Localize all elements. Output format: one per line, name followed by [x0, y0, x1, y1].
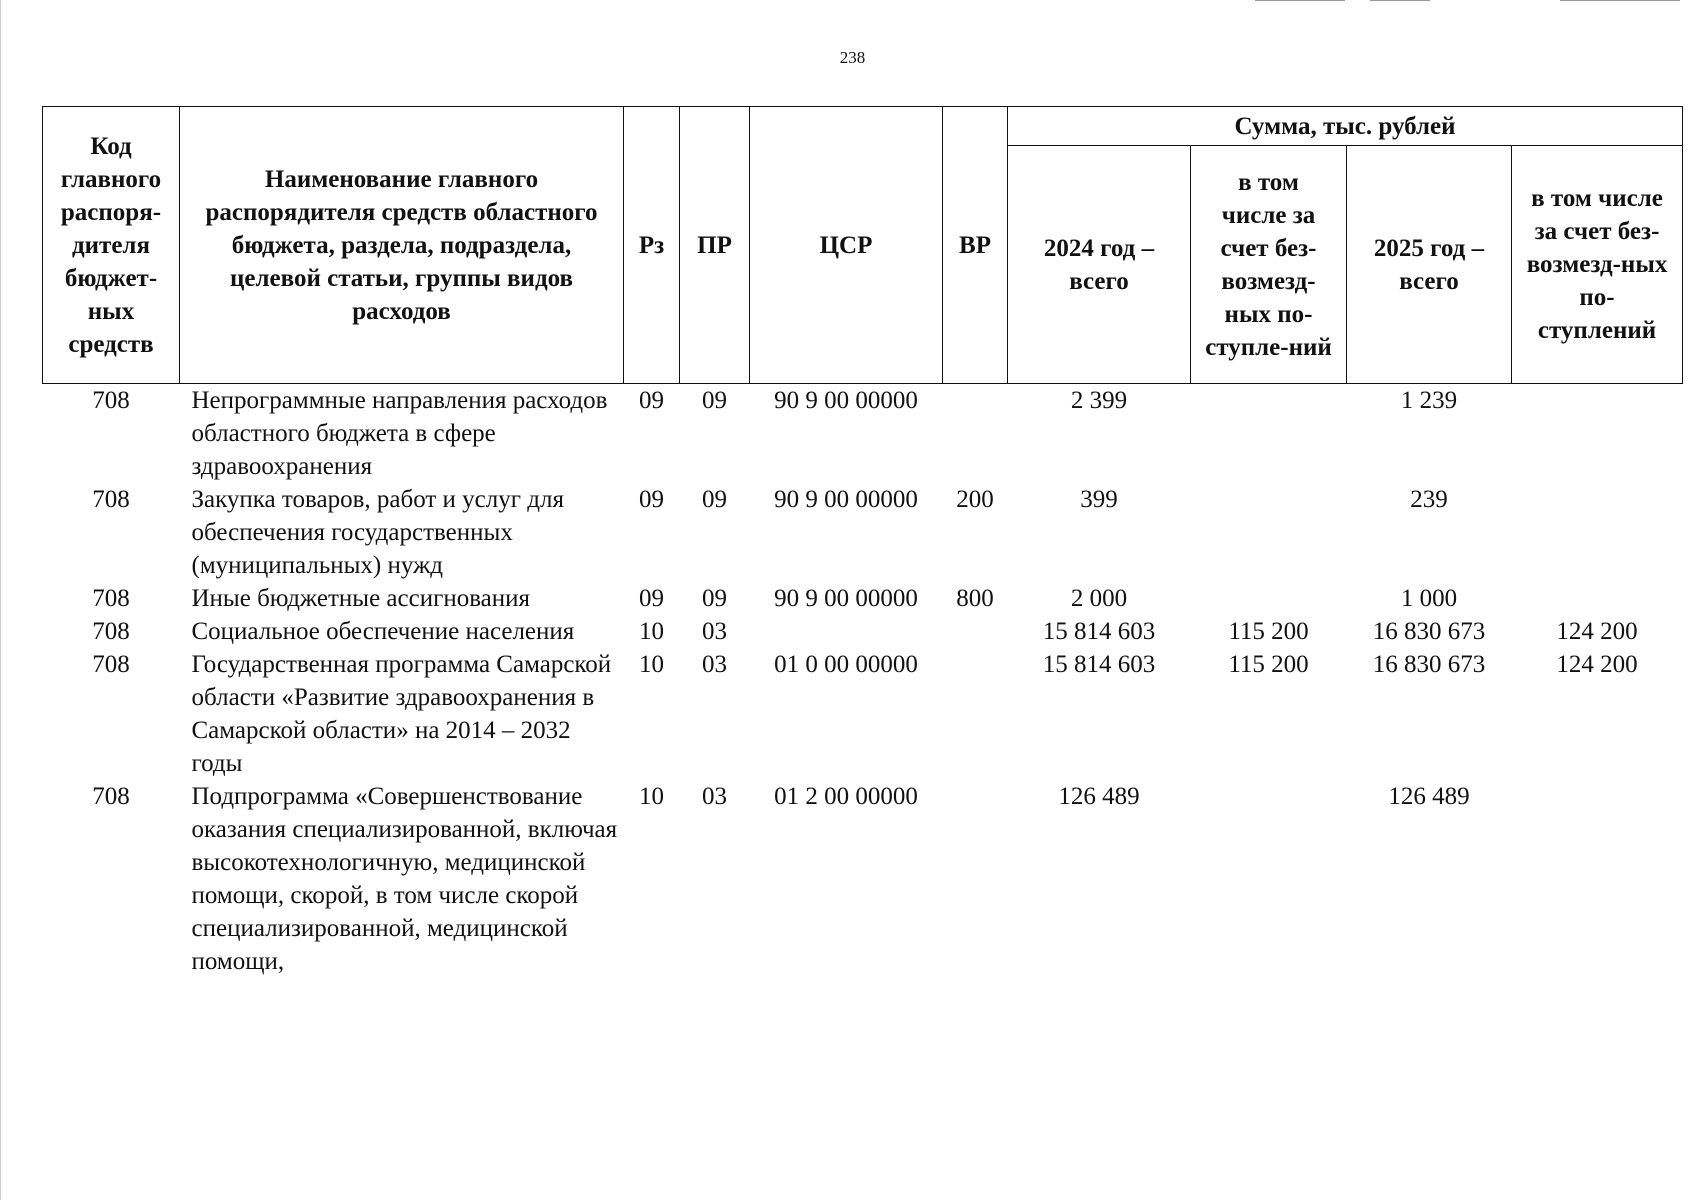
cell-name: Государственная программа Самарской области «Развитие здравоохранения в Самарской области» на 2014 – 2032 годы	[191, 651, 612, 777]
scan-top-mark	[1560, 0, 1680, 1]
cell-2024-free	[1191, 384, 1347, 484]
cell-2025-total: 16 830 673	[1372, 651, 1486, 678]
cell-2024-total: 399	[1080, 486, 1118, 513]
cell-2025-free	[1512, 483, 1683, 582]
cell-csr: 01 0 00 00000	[774, 651, 918, 678]
scan-top-mark	[1370, 0, 1430, 1]
cell-2024-free: 115 200	[1228, 651, 1309, 678]
cell-2024-total: 2 399	[1070, 387, 1128, 414]
header-2024-free: в том числе за счет без-возмезд-ных по-ступле-ний	[1191, 146, 1347, 384]
cell-2025-free: 124 200	[1556, 651, 1638, 678]
cell-2025-total: 1 000	[1400, 585, 1458, 612]
cell-rz: 10	[639, 783, 664, 810]
cell-rz: 09	[639, 387, 664, 414]
cell-name: Иные бюджетные ассигнования	[191, 585, 531, 612]
cell-vr	[943, 384, 1008, 484]
header-pr: ПР	[680, 107, 750, 384]
cell-2024-total: 2 000	[1070, 585, 1128, 612]
cell-2024-total: 15 814 603	[1042, 651, 1156, 678]
cell-name: Непрограммные направления расходов областного бюджета в сфере здравоохранения	[191, 387, 608, 480]
cell-csr: 01 2 00 00000	[774, 783, 918, 810]
cell-2024-free	[1191, 780, 1347, 978]
scan-left-edge	[0, 0, 1, 1200]
cell-2025-free	[1512, 582, 1683, 615]
cell-vr: 800	[956, 585, 994, 612]
cell-2025-free	[1512, 384, 1683, 484]
cell-csr: 90 9 00 00000	[774, 486, 918, 513]
cell-vr	[943, 615, 1008, 648]
table-row	[43, 615, 1683, 648]
cell-2024-total: 126 489	[1058, 783, 1140, 810]
cell-2025-total: 1 239	[1400, 387, 1458, 414]
cell-2025-total: 126 489	[1388, 783, 1470, 810]
cell-pr: 09	[702, 486, 727, 513]
cell-2024-free	[1191, 582, 1347, 615]
cell-vr	[943, 648, 1008, 780]
cell-pr: 03	[702, 651, 727, 678]
cell-pr: 09	[702, 387, 727, 414]
cell-2024-free: 115 200	[1228, 618, 1309, 645]
cell-code: 708	[92, 618, 130, 645]
cell-pr: 03	[702, 783, 727, 810]
page-number: 238	[839, 48, 866, 67]
header-sum-group: Сумма, тыс. рублей	[1008, 107, 1683, 146]
table-body	[43, 384, 1683, 979]
cell-rz: 10	[639, 618, 664, 645]
table-row	[43, 648, 1683, 780]
cell-vr: 200	[956, 486, 994, 513]
cell-code: 708	[92, 585, 130, 612]
table-row	[43, 483, 1683, 582]
cell-2025-total: 16 830 673	[1372, 618, 1486, 645]
cell-rz: 10	[639, 651, 664, 678]
cell-rz: 09	[639, 585, 664, 612]
cell-name: Социальное обеспечение населения	[191, 618, 575, 645]
cell-code: 708	[92, 651, 130, 678]
header-2025-total: 2025 год – всего	[1347, 146, 1512, 384]
header-name: Наименование главного распорядителя средств областного бюджета, раздела, подраздела, целевой статьи, группы видов расходов	[180, 107, 624, 384]
cell-2024-total: 15 814 603	[1042, 618, 1156, 645]
cell-rz: 09	[639, 486, 664, 513]
cell-name: Подпрограмма «Совершенствование оказания специализированной, включая высокотехнологичную, медицинской помощи, скорой, в том числе скорой специализированной, медицинской помощи,	[191, 783, 618, 975]
cell-pr: 09	[702, 585, 727, 612]
header-csr: ЦСР	[750, 107, 943, 384]
table-row	[43, 384, 1683, 484]
cell-2024-free	[1191, 483, 1347, 582]
header-2024-total: 2024 год – всего	[1008, 146, 1191, 384]
budget-table	[42, 106, 1683, 978]
cell-csr: 90 9 00 00000	[774, 585, 918, 612]
cell-2025-free	[1512, 780, 1683, 978]
cell-name: Закупка товаров, работ и услуг для обеспечения государственных (муниципальных) нужд	[191, 486, 564, 579]
table-row	[43, 780, 1683, 978]
cell-csr	[750, 615, 943, 648]
cell-code: 708	[92, 486, 130, 513]
cell-vr	[943, 780, 1008, 978]
scan-top-mark	[1255, 0, 1345, 1]
cell-code: 708	[92, 783, 130, 810]
table-row	[43, 582, 1683, 615]
table-header	[43, 107, 1683, 384]
header-vr: ВР	[943, 107, 1008, 384]
cell-code: 708	[92, 387, 130, 414]
header-rz: Рз	[624, 107, 680, 384]
header-2025-free: в том числе за счет без-возмезд-ных по-ступлений	[1512, 146, 1683, 384]
cell-2025-total: 239	[1410, 486, 1448, 513]
cell-pr: 03	[702, 618, 727, 645]
cell-2025-free: 124 200	[1556, 618, 1638, 645]
header-code: Код главного распоря-дителя бюджет-ных средств	[43, 107, 180, 384]
cell-csr: 90 9 00 00000	[774, 387, 918, 414]
